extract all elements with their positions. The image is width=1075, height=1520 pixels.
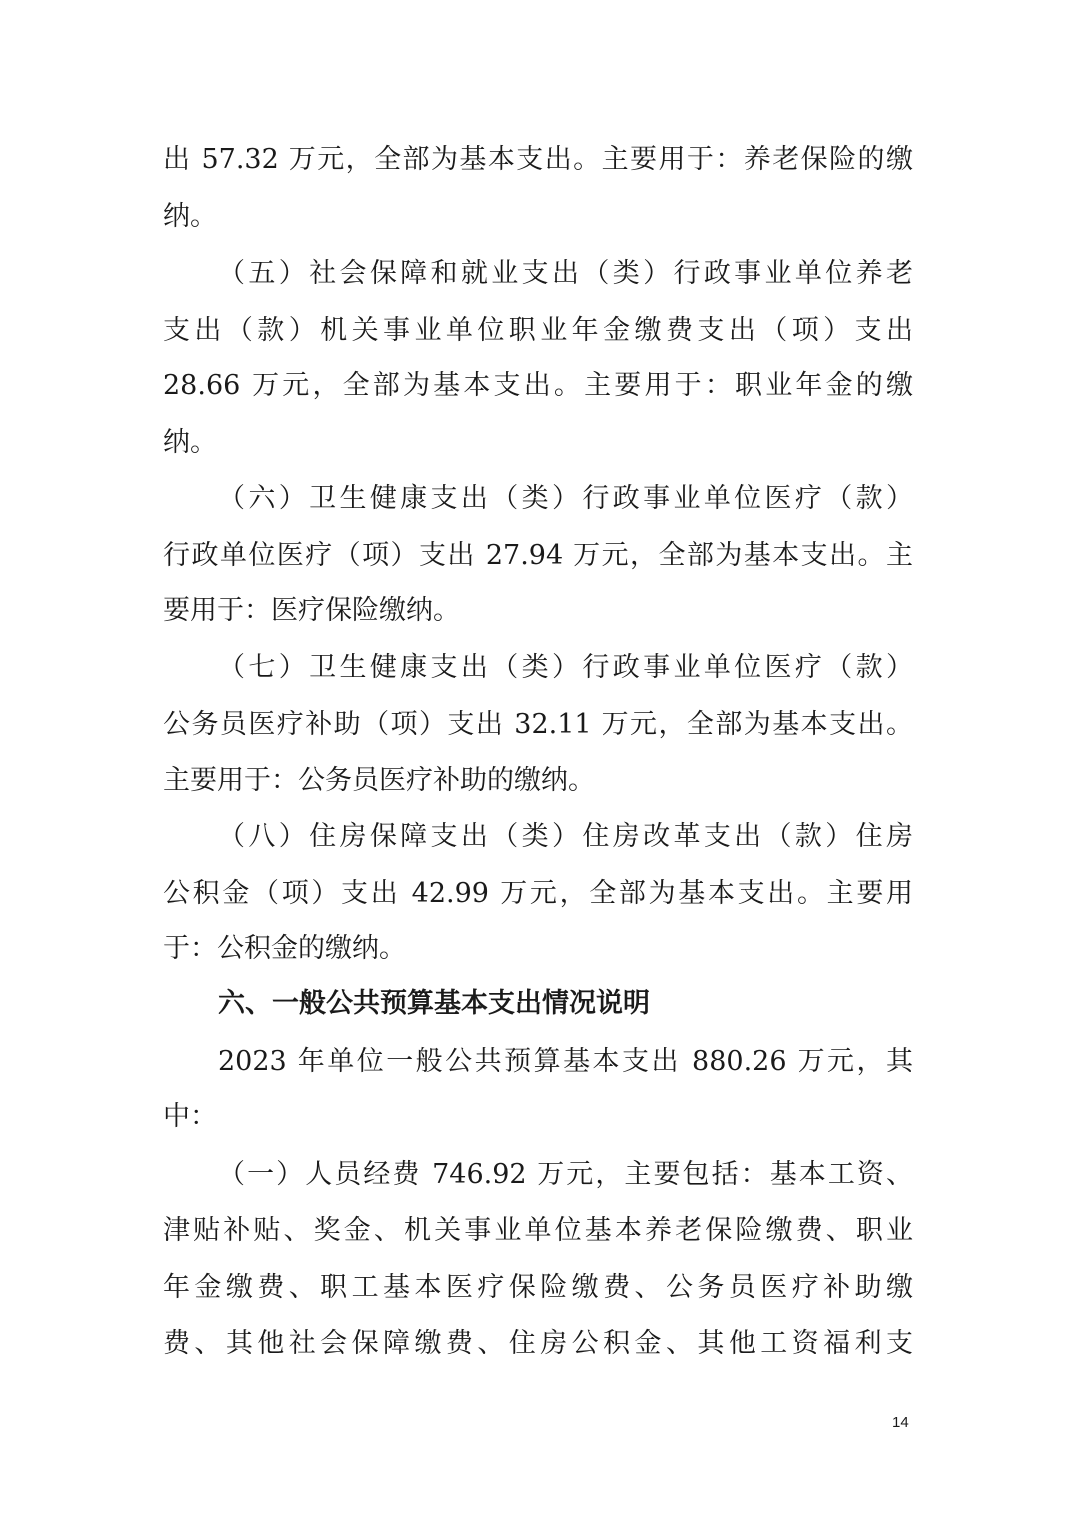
- text-line-15: 于：公积金的缴纳。: [163, 933, 406, 964]
- text-line-16: 2023 年单位一般公共预算基本支出 880.26 万元，其: [218, 1046, 913, 1077]
- text-line-1: 出 57.32 万元，全部为基本支出。主要用于：养老保险的缴: [163, 144, 913, 175]
- text-line-13: （八）住房保障支出（类）住房改革支出（款）住房: [218, 821, 913, 852]
- text-line-21: 费、其他社会保障缴费、住房公积金、其他工资福利支: [163, 1328, 913, 1359]
- text-line-11: 公务员医疗补助（项）支出 32.11 万元，全部为基本支出。: [163, 709, 913, 740]
- text-line-18: （一）人员经费 746.92 万元，主要包括：基本工资、: [218, 1159, 913, 1190]
- text-line-8: 行政单位医疗（项）支出 27.94 万元，全部为基本支出。主: [163, 540, 913, 571]
- text-line-6: 纳。: [163, 427, 217, 458]
- section-heading: 六、一般公共预算基本支出情况说明: [218, 988, 650, 1019]
- text-line-10: （七）卫生健康支出（类）行政事业单位医疗（款）: [218, 652, 913, 683]
- text-line-17: 中：: [163, 1101, 217, 1132]
- text-line-5: 28.66 万元，全部为基本支出。主要用于：职业年金的缴: [163, 370, 913, 401]
- text-line-19: 津贴补贴、奖金、机关事业单位基本养老保险缴费、职业: [163, 1215, 913, 1246]
- text-line-20: 年金缴费、职工基本医疗保险缴费、公务员医疗补助缴: [163, 1272, 913, 1303]
- text-line-4: 支出（款）机关事业单位职业年金缴费支出（项）支出: [163, 315, 913, 346]
- text-line-9: 要用于：医疗保险缴纳。: [163, 595, 460, 626]
- text-line-14: 公积金（项）支出 42.99 万元，全部为基本支出。主要用: [163, 878, 913, 909]
- page-number: 14: [892, 1414, 909, 1431]
- text-line-3: （五）社会保障和就业支出（类）行政事业单位养老: [218, 258, 913, 289]
- text-line-7: （六）卫生健康支出（类）行政事业单位医疗（款）: [218, 483, 913, 514]
- text-line-12: 主要用于：公务员医疗补助的缴纳。: [163, 765, 595, 796]
- text-line-2: 纳。: [163, 201, 217, 232]
